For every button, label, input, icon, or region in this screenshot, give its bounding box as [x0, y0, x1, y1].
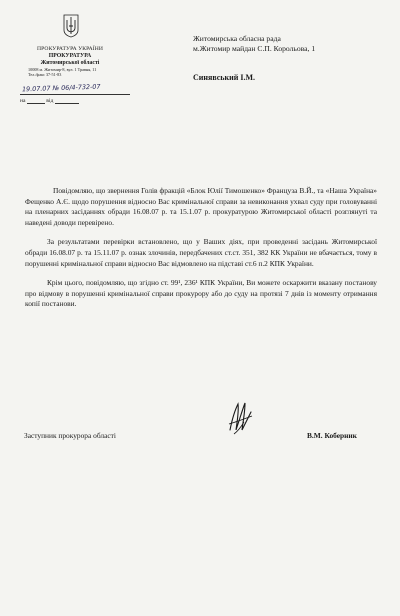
- org-address: 10008 м. Житомир-8, вул. 1 Травня, 11: [28, 67, 97, 72]
- letter-body: [25, 186, 377, 319]
- registration-number-handwritten: 19.07.07 № 06/4-732-07: [21, 82, 101, 94]
- handwritten-signature: [226, 400, 254, 438]
- org-phone: Тел./факс 37-51-83: [28, 72, 62, 77]
- org-line-3: Житомирської області: [40, 60, 100, 66]
- recipient-line-2: м.Житомир майдан С.П. Корольова, 1: [193, 44, 316, 53]
- reference-mid: від: [46, 98, 54, 104]
- paragraph-2: За результатами перевірки встановлено, що у Ваших діях, при проведенні засідань Житомирської обради 16.08.07 р. та 15.11.07 р. ознак злочинів, передбачених ст.ст. 351, 382 КК України не вбачається, тому в порушенні кримінальної справи відносно Вас відмовлено на підставі ст.6 п.2 КПК України.: [25, 237, 377, 268]
- trident-emblem-icon: [62, 14, 80, 38]
- paragraph-1: Повідомляю, що звернення Голів фракцій «Блок Юлії Тимошенко» Француза В.Й., та «Наша Україна» Фещенко А.Є. щодо порушення відносно Вас кримінальної справи за невиконання ухвал суду при головуванні на пленарних засіданнях обради 16.08.07 р. та 15.1.07 р. прокуратурою Житомирської області розглянуті та наведені доводи перевірено.: [25, 186, 377, 227]
- org-line-2: ПРОКУРАТУРА: [48, 53, 92, 59]
- recipient-address: [193, 34, 315, 54]
- signatory-position: Заступник прокурора області: [24, 431, 116, 440]
- registration-block: [20, 82, 130, 104]
- recipient-line-1: Житомирська обласна рада: [193, 34, 281, 43]
- reference-line: [20, 97, 130, 104]
- signatory-name: В.М. Коберник: [307, 431, 357, 440]
- paragraph-3: Крім цього, повідомляю, що згідно ст. 99¹, 236¹ КПК України, Ви можете оскаржити вказану постанову про відмову в порушенні кримінальної справи прокурору або до суду на протязі 7 днів із моменту отримання копії постанови.: [25, 278, 377, 309]
- registration-line: [20, 82, 130, 95]
- recipient-name: Синявський І.М.: [193, 73, 256, 82]
- org-line-1: ПРОКУРАТУРА УКРАЇНИ: [37, 46, 103, 52]
- reference-prefix: на: [20, 98, 26, 104]
- sender-organization: [20, 46, 120, 77]
